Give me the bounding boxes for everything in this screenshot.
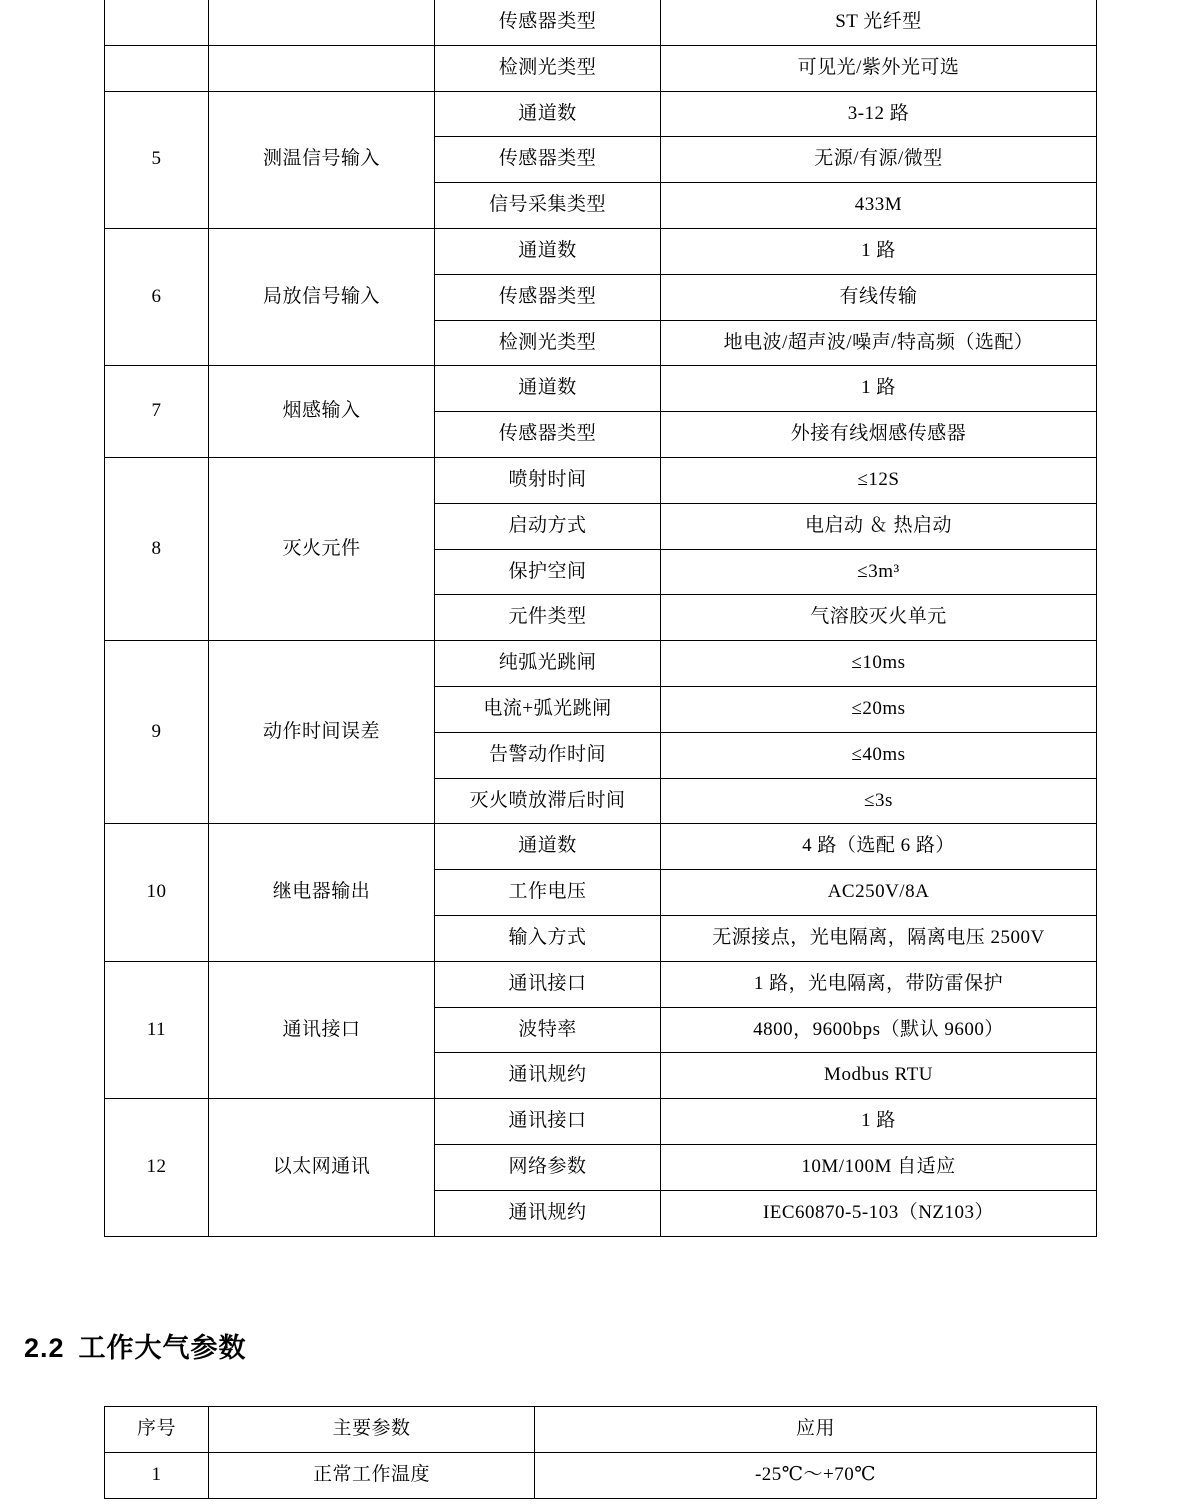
- cell-no: [105, 0, 209, 45]
- table-row: [105, 91, 1097, 137]
- section-heading: [24, 1326, 247, 1365]
- cell-item: 喷射时间: [435, 457, 661, 503]
- cell-item: 信号采集类型: [435, 183, 661, 229]
- cell-item: 通讯规约: [435, 1053, 661, 1099]
- cell-value: 无源接点，光电隔离，隔离电压 2500V: [661, 915, 1097, 961]
- cell-value: 3-12 路: [661, 91, 1097, 137]
- cell-no: 12: [105, 1099, 209, 1236]
- cell-value: ≤40ms: [661, 732, 1097, 778]
- cell-name: 烟感输入: [209, 366, 435, 458]
- cell-value: ST 光纤型: [661, 0, 1097, 45]
- section-number: 2.2: [24, 1333, 65, 1363]
- cell-name: 灭火元件: [209, 457, 435, 640]
- cell-item: 传感器类型: [435, 412, 661, 458]
- cell-value: AC250V/8A: [661, 870, 1097, 916]
- header-param: 主要参数: [209, 1407, 535, 1453]
- cell-value: IEC60870-5-103（NZ103）: [661, 1190, 1097, 1236]
- cell-item: 通道数: [435, 228, 661, 274]
- cell-item: 保护空间: [435, 549, 661, 595]
- cell-no: 1: [105, 1452, 209, 1498]
- cell-item: 通讯接口: [435, 1099, 661, 1145]
- header-no: 序号: [105, 1407, 209, 1453]
- cell-item: 元件类型: [435, 595, 661, 641]
- cell-item: 网络参数: [435, 1144, 661, 1190]
- cell-value: 4800，9600bps（默认 9600）: [661, 1007, 1097, 1053]
- cell-item: 波特率: [435, 1007, 661, 1053]
- cell-item: 通讯接口: [435, 961, 661, 1007]
- cell-item: 启动方式: [435, 503, 661, 549]
- cell-no: 8: [105, 457, 209, 640]
- cell-item: 灭火喷放滞后时间: [435, 778, 661, 824]
- cell-item: 输入方式: [435, 915, 661, 961]
- cell-value: ≤12S: [661, 457, 1097, 503]
- atmosphere-parameters-table: [104, 1406, 1097, 1499]
- cell-item: 告警动作时间: [435, 732, 661, 778]
- cell-item: 通道数: [435, 366, 661, 412]
- cell-no: 10: [105, 824, 209, 961]
- cell-no: 9: [105, 641, 209, 824]
- cell-value: 1 路，光电隔离，带防雷保护: [661, 961, 1097, 1007]
- technical-spec-table: [104, 0, 1097, 1237]
- cell-item: 通道数: [435, 91, 661, 137]
- cell-value: 外接有线烟感传感器: [661, 412, 1097, 458]
- cell-value: 433M: [661, 183, 1097, 229]
- cell-name: 以太网通讯: [209, 1099, 435, 1236]
- cell-value: ≤3m³: [661, 549, 1097, 595]
- cell-no: 5: [105, 91, 209, 228]
- cell-value: 4 路（选配 6 路）: [661, 824, 1097, 870]
- cell-name: 通讯接口: [209, 961, 435, 1098]
- table-row: [105, 641, 1097, 687]
- cell-item: 工作电压: [435, 870, 661, 916]
- cell-item: 传感器类型: [435, 274, 661, 320]
- table-header-row: [105, 1407, 1097, 1453]
- cell-value: 1 路: [661, 366, 1097, 412]
- table-row: [105, 1452, 1097, 1498]
- table-row: [105, 961, 1097, 1007]
- cell-item: 检测光类型: [435, 45, 661, 91]
- cell-value: 地电波/超声波/噪声/特高频（选配）: [661, 320, 1097, 366]
- table-row: [105, 824, 1097, 870]
- cell-item: 纯弧光跳闸: [435, 641, 661, 687]
- cell-name: 继电器输出: [209, 824, 435, 961]
- cell-value: ≤3s: [661, 778, 1097, 824]
- cell-no: 11: [105, 961, 209, 1098]
- cell-item: 电流+弧光跳闸: [435, 686, 661, 732]
- table-row: [105, 45, 1097, 91]
- cell-value: 有线传输: [661, 274, 1097, 320]
- cell-value: ≤10ms: [661, 641, 1097, 687]
- cell-value: ≤20ms: [661, 686, 1097, 732]
- cell-value: 10M/100M 自适应: [661, 1144, 1097, 1190]
- cell-value: 1 路: [661, 228, 1097, 274]
- table-row: [105, 228, 1097, 274]
- cell-name: [209, 0, 435, 45]
- cell-value: 气溶胶灭火单元: [661, 595, 1097, 641]
- cell-param: 正常工作温度: [209, 1452, 535, 1498]
- cell-value: 可见光/紫外光可选: [661, 45, 1097, 91]
- cell-no: [105, 45, 209, 91]
- header-application: 应用: [535, 1407, 1097, 1453]
- section-title: 工作大气参数: [78, 1333, 247, 1363]
- cell-name: 测温信号输入: [209, 91, 435, 228]
- cell-value: Modbus RTU: [661, 1053, 1097, 1099]
- table-row: [105, 457, 1097, 503]
- cell-no: 7: [105, 366, 209, 458]
- cell-item: 传感器类型: [435, 137, 661, 183]
- table-row: [105, 0, 1097, 45]
- cell-item: 通讯规约: [435, 1190, 661, 1236]
- cell-value: 无源/有源/微型: [661, 137, 1097, 183]
- cell-no: 6: [105, 228, 209, 365]
- cell-item: 通道数: [435, 824, 661, 870]
- table-row: [105, 366, 1097, 412]
- cell-application: -25℃～+70℃: [535, 1452, 1097, 1498]
- cell-name: 局放信号输入: [209, 228, 435, 365]
- cell-item: 检测光类型: [435, 320, 661, 366]
- cell-name: [209, 45, 435, 91]
- cell-name: 动作时间误差: [209, 641, 435, 824]
- table-row: [105, 1099, 1097, 1145]
- cell-value: 电启动 ＆ 热启动: [661, 503, 1097, 549]
- cell-item: 传感器类型: [435, 0, 661, 45]
- cell-value: 1 路: [661, 1099, 1097, 1145]
